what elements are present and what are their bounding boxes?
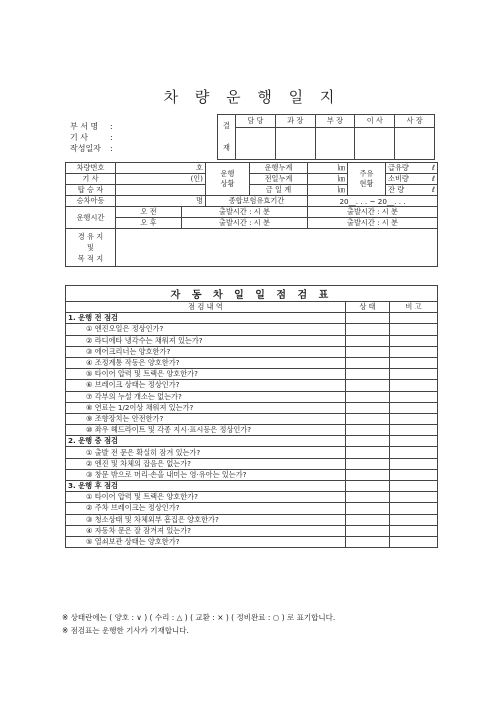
liter-unit: ℓ <box>432 163 435 172</box>
pm-label: 오 후 <box>116 218 182 229</box>
note-cell[interactable] <box>390 536 438 547</box>
status-cell[interactable] <box>346 413 390 424</box>
approval-sign-box[interactable] <box>395 128 435 160</box>
prev-cumul-label: 전일누계 <box>250 174 308 185</box>
note-status-legend: ※ 상태란에는 ( 양호 : ∨ ) ( 수리 : △ ) ( 교환 : × ) ( 정비완료 : ○ ) 로 표기합니다. <box>62 613 336 622</box>
approval-role: 담 당 <box>236 115 276 128</box>
check-item: ② 주차 브레이크는 정상인가? <box>66 503 346 514</box>
check-item-row <box>66 346 438 357</box>
waypoint-label <box>66 229 116 267</box>
check-title: 자 동 차 일 일 점 검 표 <box>66 286 438 302</box>
approval-role: 부 장 <box>315 115 355 128</box>
check-item-row <box>66 447 438 458</box>
status-cell[interactable] <box>346 503 390 514</box>
section-row <box>66 436 438 447</box>
check-item: ③ 청소상태 및 차체외부 흠집은 양호한가? <box>66 514 346 525</box>
approval-sign-box[interactable] <box>236 128 276 160</box>
check-item-row <box>66 425 438 436</box>
header-items: 점 검 내 역 <box>66 302 346 313</box>
section-note <box>390 313 438 324</box>
fuel-label <box>348 163 386 196</box>
approval-side-top: 결 <box>223 121 230 130</box>
header-note: 비 고 <box>390 302 438 313</box>
status-cell[interactable] <box>346 335 390 346</box>
info-date <box>70 143 113 154</box>
fuel-text: 주유 현황 <box>359 169 374 188</box>
waypoint-value[interactable] <box>116 229 438 267</box>
section-status <box>346 481 390 492</box>
check-item-row <box>66 413 438 424</box>
check-item: ④ 자동차 문은 잘 잠겨져 있는가? <box>66 525 346 536</box>
info-dept <box>70 121 113 132</box>
status-cell[interactable] <box>346 492 390 503</box>
check-item: ⑥ 브레이크 상태는 정상인가? <box>66 380 346 391</box>
note-cell[interactable] <box>390 458 438 469</box>
operation-time-label: 운행시간 <box>66 207 116 229</box>
check-item: ① 엔진오일은 정상인가? <box>66 324 346 335</box>
operation-status-text: 운행 상황 <box>220 169 235 188</box>
note-cell[interactable] <box>390 357 438 368</box>
note-cell[interactable] <box>390 469 438 480</box>
remaining-cell <box>386 185 438 196</box>
info-label: 부 서 명 <box>70 122 99 131</box>
check-item-row <box>66 357 438 368</box>
consumption-label: 소비량 <box>388 174 409 183</box>
approval-role: 사 장 <box>395 115 435 128</box>
info-label: 작성일자 <box>70 144 101 153</box>
am-departure-2[interactable]: 출발시간 : 시 분 <box>308 207 438 218</box>
note-cell[interactable] <box>390 447 438 458</box>
approval-table <box>217 114 435 160</box>
section-row <box>66 481 438 492</box>
status-cell[interactable] <box>346 346 390 357</box>
status-cell[interactable] <box>346 324 390 335</box>
status-cell[interactable] <box>346 525 390 536</box>
insurance-label: 종합보험유효기간 <box>206 196 308 207</box>
passenger-value[interactable] <box>116 185 206 196</box>
approval-sign-box[interactable] <box>315 128 355 160</box>
prev-cumul-unit: ㎞ <box>308 174 348 185</box>
info-driver <box>70 132 113 143</box>
section-title: 1. 운행 전 점검 <box>66 313 346 324</box>
passenger-label: 탑 승 자 <box>66 185 116 196</box>
op-cumul-unit: ㎞ <box>308 163 348 174</box>
insurance-period-value[interactable]: 20__. . . ~ 20__. . . <box>308 196 438 207</box>
driver-label: 기 사 <box>66 174 116 185</box>
check-item: ⑦ 각부의 누설 개소는 없는가? <box>66 391 346 402</box>
check-item-row <box>66 536 438 547</box>
status-cell[interactable] <box>346 402 390 413</box>
check-item: ① 타이어 압력 및 트랙은 양호한가? <box>66 492 346 503</box>
note-cell[interactable] <box>390 402 438 413</box>
header-status: 상 태 <box>346 302 390 313</box>
check-item-row <box>66 335 438 346</box>
fuel-amount-label: 급유량 <box>388 163 409 172</box>
vehicle-no-unit: 호 <box>116 163 206 174</box>
page-title: 차 량 운 행 일 지 <box>163 88 341 106</box>
note-cell[interactable] <box>390 324 438 335</box>
approval-role: 과 장 <box>275 115 315 128</box>
status-cell[interactable] <box>346 447 390 458</box>
check-item: ⑩ 좌우 헤드라이트 및 각종 지시·표시등은 정상인가? <box>66 425 346 436</box>
status-cell[interactable] <box>346 380 390 391</box>
passengers-count-label: 승차아동 <box>66 196 116 207</box>
consumption-cell <box>386 174 438 185</box>
driver-seal: (인) <box>116 174 206 185</box>
check-item-row <box>66 503 438 514</box>
status-cell[interactable] <box>346 458 390 469</box>
note-cell[interactable] <box>390 380 438 391</box>
info-label: 기 사 <box>70 133 88 142</box>
section-title: 3. 운행 후 점검 <box>66 481 346 492</box>
check-item-row <box>66 380 438 391</box>
check-item-row <box>66 525 438 536</box>
liter-unit: ℓ <box>432 174 435 183</box>
check-item: ② 엔진 및 차체의 잡음은 없는가? <box>66 458 346 469</box>
check-item-row <box>66 402 438 413</box>
check-item-row <box>66 391 438 402</box>
info-colon: : <box>110 133 113 142</box>
status-cell[interactable] <box>346 357 390 368</box>
remaining-label: 잔 량 <box>388 185 405 194</box>
check-item: ⑤ 열쇠보관 상태는 양호한가? <box>66 536 346 547</box>
section-row <box>66 313 438 324</box>
pm-departure[interactable]: 출발시간 : 시 분 <box>182 218 308 229</box>
status-cell[interactable] <box>346 369 390 380</box>
section-note <box>390 481 438 492</box>
note-cell[interactable] <box>390 425 438 436</box>
section-note <box>390 436 438 447</box>
approval-side-bottom: 재 <box>223 143 230 152</box>
person-unit: 명 <box>116 196 206 207</box>
check-item: ① 출발 전 문은 확실히 잠겨 있는가? <box>66 447 346 458</box>
check-item: ⑨ 조향장치는 안전한가? <box>66 413 346 424</box>
note-cell[interactable] <box>390 369 438 380</box>
note-cell[interactable] <box>390 335 438 346</box>
liter-unit: ℓ <box>432 185 435 194</box>
check-item-row <box>66 458 438 469</box>
status-cell[interactable] <box>346 514 390 525</box>
approval-sign-box[interactable] <box>275 128 315 160</box>
today-label: 금 일 계 <box>250 185 308 196</box>
check-item-row <box>66 469 438 480</box>
operation-status-label <box>206 163 250 196</box>
status-cell[interactable] <box>346 536 390 547</box>
note-cell[interactable] <box>390 413 438 424</box>
status-cell[interactable] <box>346 469 390 480</box>
check-item: ④ 조정계통 작동은 양호한가? <box>66 357 346 368</box>
approval-side <box>218 115 236 160</box>
am-label: 오 전 <box>116 207 182 218</box>
note-cell[interactable] <box>390 492 438 503</box>
status-cell[interactable] <box>346 391 390 402</box>
check-item: ③ 창문 밖으로 머리·손을 내미는 영·유아는 있는가? <box>66 469 346 480</box>
am-departure[interactable]: 출발시간 : 시 분 <box>182 207 308 218</box>
daily-check-table <box>65 285 438 548</box>
fuel-amount-cell <box>386 163 438 174</box>
check-item: ② 라디에타 냉각수는 채워져 있는가? <box>66 335 346 346</box>
note-cell[interactable] <box>390 503 438 514</box>
waypoint-text: 경 유 지 및 목 적 지 <box>77 232 104 263</box>
today-unit: ㎞ <box>308 185 348 196</box>
note-cell[interactable] <box>390 346 438 357</box>
note-cell[interactable] <box>390 525 438 536</box>
info-colon: : <box>110 144 113 153</box>
op-cumul-label: 운행누계 <box>250 163 308 174</box>
section-status <box>346 436 390 447</box>
info-colon: : <box>110 122 113 131</box>
check-item: ③ 에어크리너는 양호한가? <box>66 346 346 357</box>
section-title: 2. 운행 중 점검 <box>66 436 346 447</box>
check-item: ⑤ 타이어 압력 및 트랙은 양호한가? <box>66 369 346 380</box>
vehicle-no-label: 차량번호 <box>66 163 116 174</box>
check-item-row <box>66 492 438 503</box>
approval-sign-box[interactable] <box>355 128 395 160</box>
note-cell[interactable] <box>390 391 438 402</box>
operation-table <box>65 162 438 267</box>
check-item-row <box>66 369 438 380</box>
note-cell[interactable] <box>390 514 438 525</box>
section-status <box>346 313 390 324</box>
check-item-row <box>66 324 438 335</box>
approval-role: 이 사 <box>355 115 395 128</box>
note-writer: ※ 점검표는 운행한 기사가 기재합니다. <box>62 626 189 635</box>
check-item-row <box>66 514 438 525</box>
check-item: ⑧ 연료는 1/2이상 채워져 있는가? <box>66 402 346 413</box>
pm-departure-2[interactable]: 출발시간 : 시 분 <box>308 218 438 229</box>
status-cell[interactable] <box>346 425 390 436</box>
